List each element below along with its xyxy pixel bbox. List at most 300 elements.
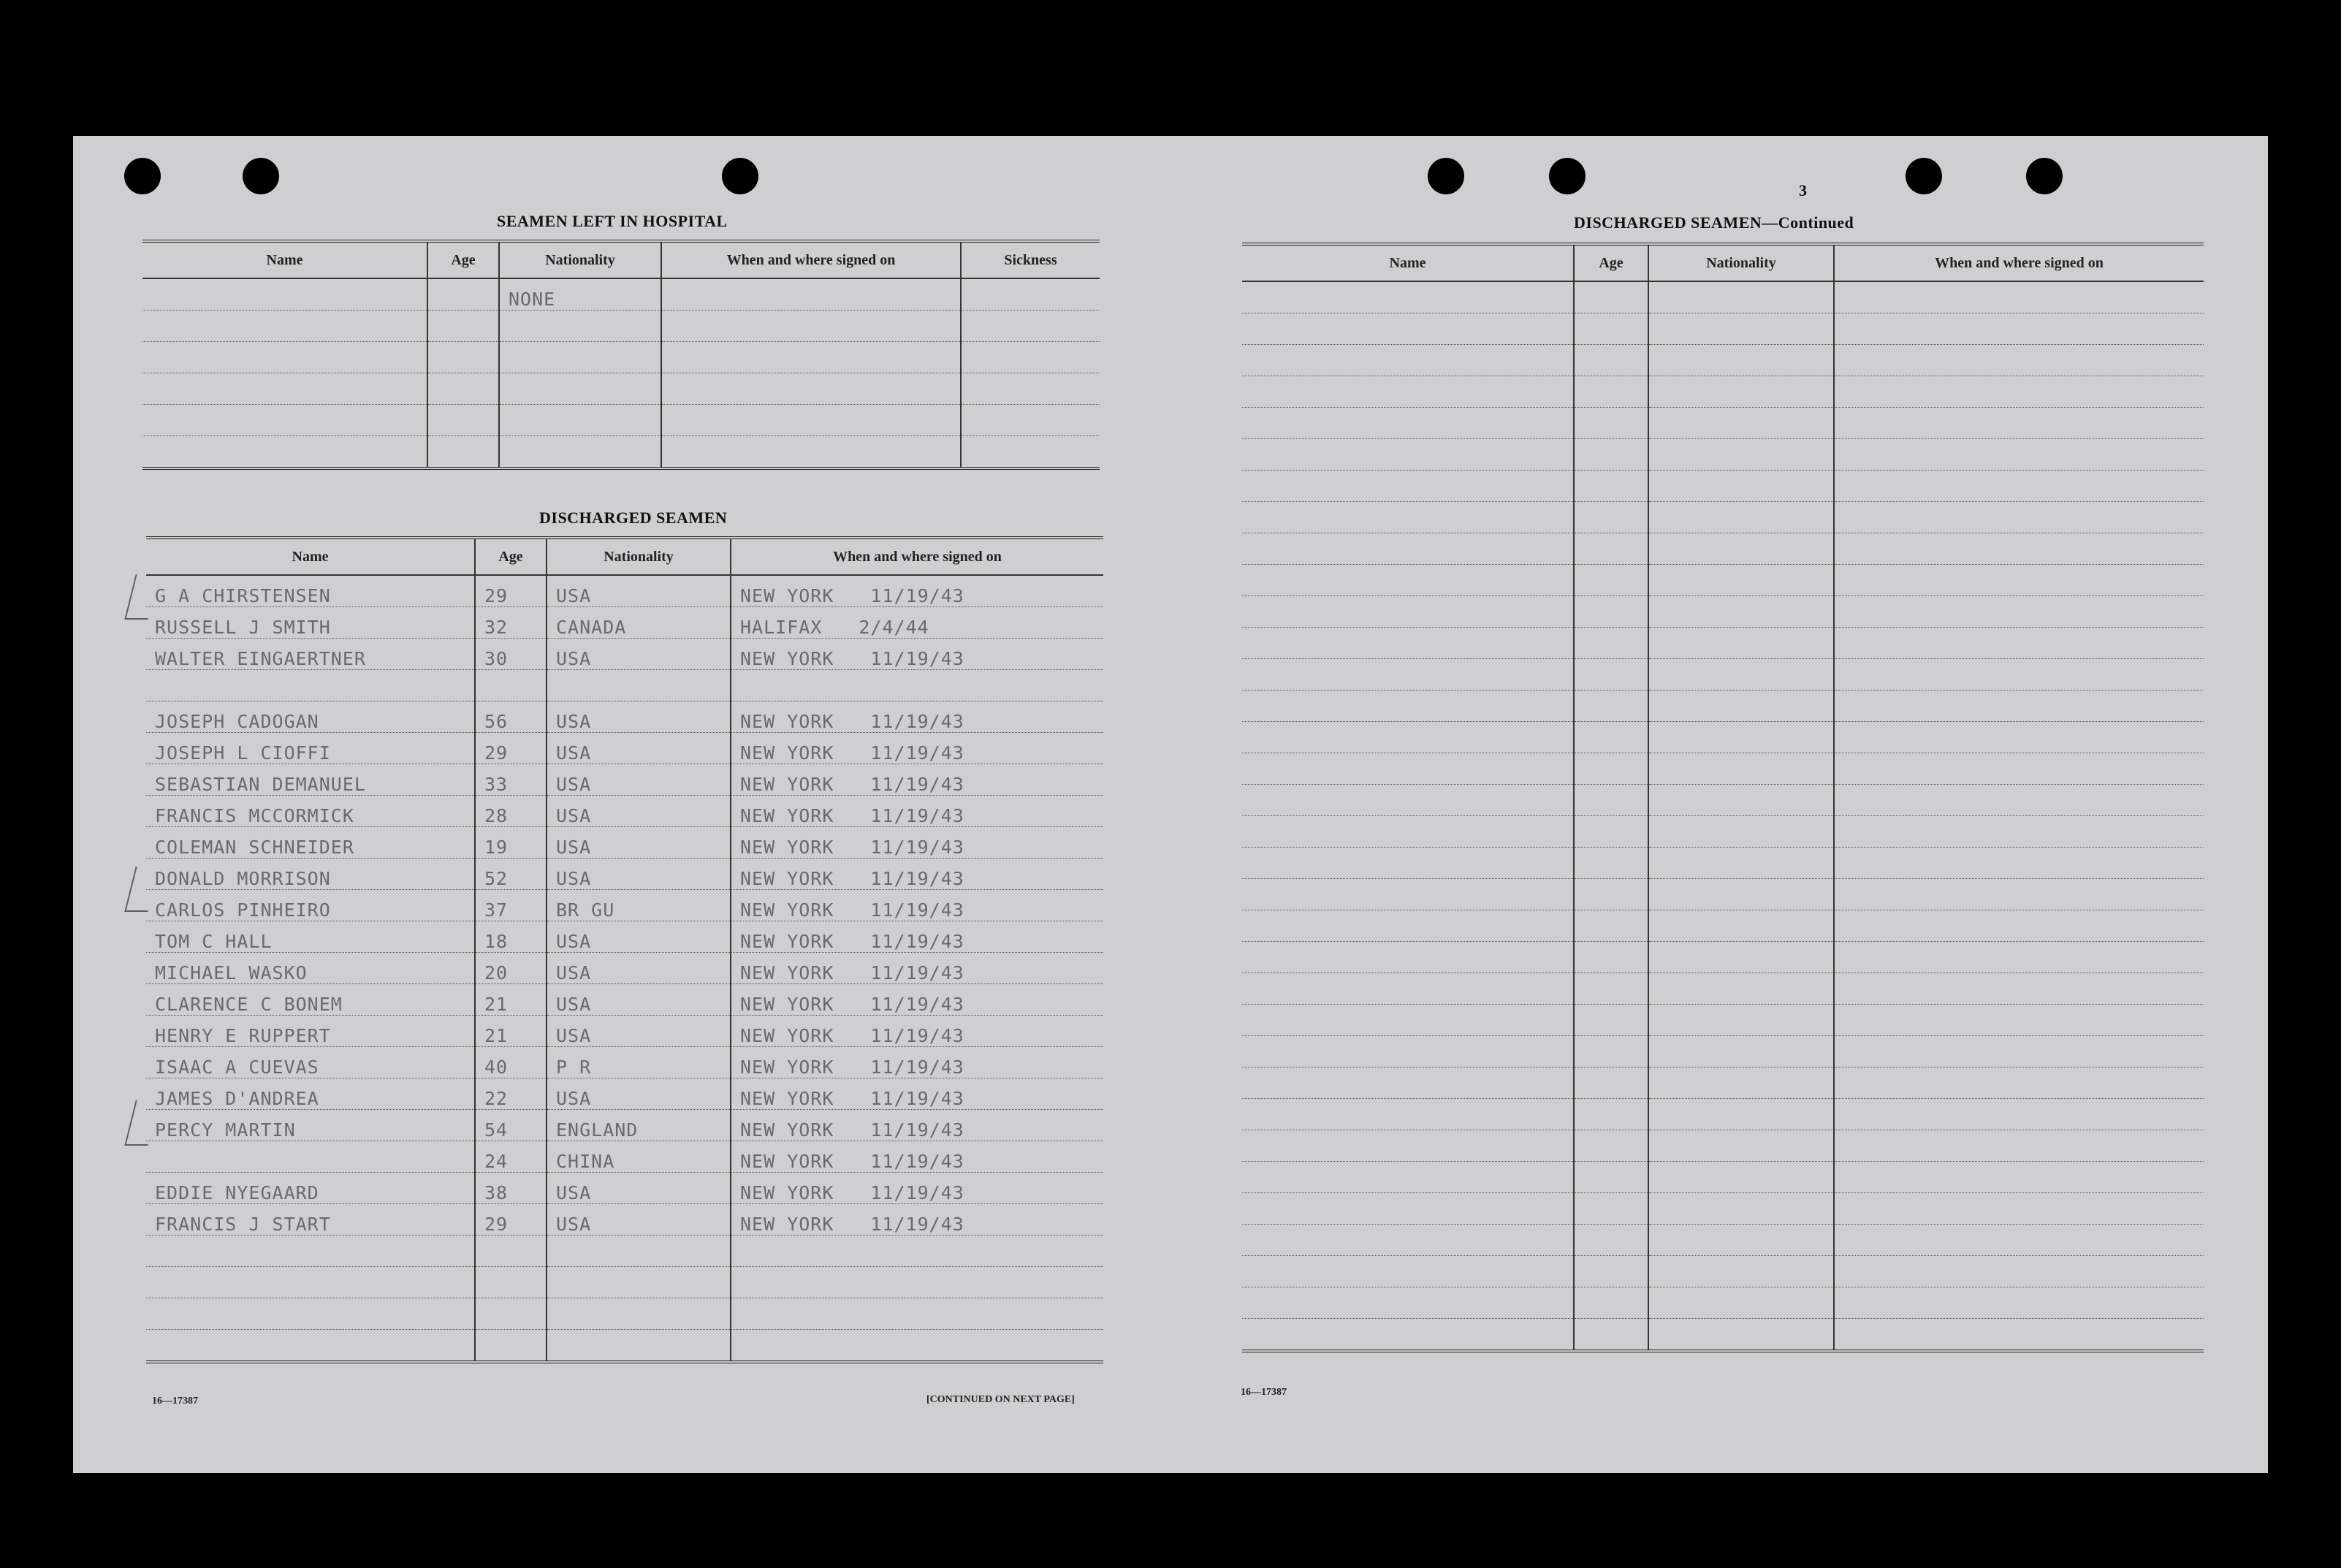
table-row — [146, 1047, 1103, 1078]
table-row — [1242, 1005, 2204, 1036]
table-cell — [661, 405, 961, 436]
table-cell — [1648, 1193, 1834, 1225]
table-cell — [1648, 1036, 1834, 1067]
table-cell — [1648, 690, 1834, 722]
signed-on-date: 11/19/43 — [870, 837, 964, 858]
seaman-nationality: P R — [547, 1047, 731, 1078]
seaman-nationality: USA — [547, 764, 731, 796]
table-row — [146, 890, 1103, 921]
signed-on-place: NEW YORK — [740, 1151, 834, 1172]
table-cell — [1834, 376, 2204, 408]
signed-on-place: NEW YORK — [740, 774, 834, 795]
table-cell — [1574, 533, 1648, 565]
seaman-name: TOM C HALL — [146, 921, 475, 953]
table-row — [146, 1330, 1103, 1363]
table-cell — [1834, 533, 2204, 565]
table-cell — [1648, 1130, 1834, 1162]
table-cell — [1242, 659, 1574, 690]
table-row — [1242, 376, 2204, 408]
table-cell — [1242, 722, 1574, 753]
table-cell — [142, 342, 427, 373]
column-header: Sickness — [961, 241, 1100, 278]
signed-on-cell — [731, 639, 1103, 670]
signed-on-date: 11/19/43 — [870, 899, 964, 921]
table-cell — [499, 405, 661, 436]
table-cell — [499, 311, 661, 342]
table-cell — [1834, 1256, 2204, 1287]
table-cell — [427, 278, 499, 311]
seaman-nationality: USA — [547, 1078, 731, 1110]
seaman-name: G A CHIRSTENSEN — [146, 575, 475, 607]
signed-on-date: 11/19/43 — [870, 805, 964, 826]
table-row — [146, 796, 1103, 827]
seaman-name: JAMES D'ANDREA — [146, 1078, 475, 1110]
table-cell — [1648, 628, 1834, 659]
table-cell — [1242, 1225, 1574, 1256]
signed-on-date: 11/19/43 — [870, 774, 964, 795]
table-cell — [1648, 596, 1834, 628]
table-row — [1242, 973, 2204, 1005]
seaman-name: ISAAC A CUEVAS — [146, 1047, 475, 1078]
table-cell — [1574, 596, 1648, 628]
table-cell — [1648, 502, 1834, 533]
table-row — [1242, 345, 2204, 376]
seaman-age: 29 — [475, 733, 547, 764]
seaman-nationality: USA — [547, 1016, 731, 1047]
seaman-age: 38 — [475, 1173, 547, 1204]
seaman-age: 52 — [475, 859, 547, 890]
table-cell — [1648, 910, 1834, 942]
seaman-age: 21 — [475, 1016, 547, 1047]
seaman-name: COLEMAN SCHNEIDER — [146, 827, 475, 859]
table-cell — [1834, 879, 2204, 910]
table-cell — [499, 342, 661, 373]
signed-on-cell — [731, 733, 1103, 764]
table-cell — [1574, 1099, 1648, 1130]
table-row — [1242, 848, 2204, 879]
table-cell — [1834, 628, 2204, 659]
signed-on-date: 11/19/43 — [870, 585, 964, 606]
table-cell — [1648, 439, 1834, 471]
signed-on-date: 11/19/43 — [870, 962, 964, 983]
seaman-name — [146, 1330, 475, 1363]
table-row — [142, 405, 1100, 436]
table-cell — [142, 311, 427, 342]
signed-on-place: NEW YORK — [740, 962, 834, 983]
seaman-name: CLARENCE C BONEM — [146, 984, 475, 1016]
table-cell — [1242, 1067, 1574, 1099]
table-cell — [1574, 313, 1648, 345]
seaman-age: 29 — [475, 1204, 547, 1236]
table-row — [146, 1078, 1103, 1110]
table-cell — [1242, 502, 1574, 533]
column-header: When and where signed on — [661, 241, 961, 278]
signed-on-place: NEW YORK — [740, 711, 834, 732]
table-cell — [1648, 1162, 1834, 1193]
table-cell — [661, 311, 961, 342]
seaman-age: 29 — [475, 575, 547, 607]
table-cell — [1242, 439, 1574, 471]
table-cell — [1834, 973, 2204, 1005]
table-cell — [1242, 1256, 1574, 1287]
table-cell — [1648, 753, 1834, 785]
signed-on-date: 11/19/43 — [870, 1151, 964, 1172]
table-cell — [1242, 281, 1574, 313]
seaman-age: 33 — [475, 764, 547, 796]
table-row — [146, 984, 1103, 1016]
table-row — [146, 639, 1103, 670]
table-cell — [1834, 1193, 2204, 1225]
table-cell — [1242, 313, 1574, 345]
signed-on-date: 11/19/43 — [870, 711, 964, 732]
table-cell — [1834, 816, 2204, 848]
table-cell — [1574, 345, 1648, 376]
signed-on-cell — [731, 1267, 1103, 1298]
table-cell — [1648, 848, 1834, 879]
signed-on-place: NEW YORK — [740, 931, 834, 952]
table-cell — [1834, 753, 2204, 785]
table-row — [1242, 1036, 2204, 1067]
table-cell — [1242, 376, 1574, 408]
table-row — [1242, 1225, 2204, 1256]
seaman-age: 18 — [475, 921, 547, 953]
table-cell — [1648, 1256, 1834, 1287]
table-cell — [1574, 628, 1648, 659]
table-cell — [1834, 281, 2204, 313]
seaman-age: 20 — [475, 953, 547, 984]
table-cell — [1242, 408, 1574, 439]
table-cell — [1834, 659, 2204, 690]
table-cell — [1648, 722, 1834, 753]
table-row — [1242, 1319, 2204, 1352]
table-row — [146, 1267, 1103, 1298]
seaman-name: SEBASTIAN DEMANUEL — [146, 764, 475, 796]
seaman-nationality: USA — [547, 953, 731, 984]
table-cell — [1834, 313, 2204, 345]
table-cell — [1648, 1225, 1834, 1256]
signed-on-place: HALIFAX — [740, 617, 823, 638]
seaman-nationality — [547, 1267, 731, 1298]
table-cell — [1574, 408, 1648, 439]
table-cell — [1648, 1099, 1834, 1130]
table-cell — [427, 342, 499, 373]
table-row — [1242, 502, 2204, 533]
seaman-age — [475, 1267, 547, 1298]
table-row — [1242, 471, 2204, 502]
seaman-nationality: USA — [547, 575, 731, 607]
table-cell — [1648, 471, 1834, 502]
table-cell — [1242, 1287, 1574, 1319]
signed-on-cell — [731, 1141, 1103, 1173]
signed-on-place: NEW YORK — [740, 868, 834, 889]
seaman-age: 22 — [475, 1078, 547, 1110]
table-cell — [427, 373, 499, 405]
table-cell — [1834, 439, 2204, 471]
seaman-age: 24 — [475, 1141, 547, 1173]
table-row — [142, 373, 1100, 405]
signed-on-place: NEW YORK — [740, 742, 834, 764]
seaman-name: WALTER EINGAERTNER — [146, 639, 475, 670]
table-row — [1242, 942, 2204, 973]
table-cell — [1242, 848, 1574, 879]
table-cell — [1242, 565, 1574, 596]
signed-on-cell — [731, 953, 1103, 984]
table-row — [146, 733, 1103, 764]
table-cell — [1648, 1067, 1834, 1099]
seaman-age: 40 — [475, 1047, 547, 1078]
table-cell — [1242, 753, 1574, 785]
table-row — [1242, 879, 2204, 910]
signed-on-cell — [731, 1110, 1103, 1141]
seaman-name: EDDIE NYEGAARD — [146, 1173, 475, 1204]
table-cell — [1242, 1130, 1574, 1162]
signed-on-place: NEW YORK — [740, 899, 834, 921]
table-row — [146, 670, 1103, 701]
seaman-name: PERCY MARTIN — [146, 1110, 475, 1141]
table-cell — [1834, 565, 2204, 596]
table-cell — [1834, 690, 2204, 722]
signed-on-date: 11/19/43 — [870, 1088, 964, 1109]
table-cell — [961, 405, 1100, 436]
seaman-age: 54 — [475, 1110, 547, 1141]
seaman-age: 56 — [475, 701, 547, 733]
table-cell — [1834, 1162, 2204, 1193]
signed-on-place: NEW YORK — [740, 1025, 834, 1046]
table-cell — [1834, 1130, 2204, 1162]
table-row — [1242, 1130, 2204, 1162]
table-row — [146, 701, 1103, 733]
table-cell — [1574, 1256, 1648, 1287]
table-cell — [1648, 281, 1834, 313]
document-sheet — [73, 136, 2268, 1473]
seaman-nationality: USA — [547, 984, 731, 1016]
table-cell — [1574, 502, 1648, 533]
seaman-nationality: USA — [547, 639, 731, 670]
table-cell — [1648, 973, 1834, 1005]
signed-on-cell — [731, 1236, 1103, 1267]
signed-on-place: NEW YORK — [740, 1119, 834, 1141]
seaman-name: FRANCIS J START — [146, 1204, 475, 1236]
table-cell — [1648, 785, 1834, 816]
seaman-nationality — [547, 1298, 731, 1330]
discharged-table — [146, 536, 1103, 1363]
table-row — [146, 607, 1103, 639]
table-row — [146, 764, 1103, 796]
table-cell — [1242, 816, 1574, 848]
table-cell — [142, 278, 427, 311]
form-code: 16—17387 — [152, 1396, 198, 1407]
table-row — [142, 278, 1100, 311]
signed-on-date: 11/19/43 — [870, 742, 964, 764]
table-cell — [142, 405, 427, 436]
seaman-nationality: USA — [547, 827, 731, 859]
seaman-nationality: CHINA — [547, 1141, 731, 1173]
table-cell — [142, 436, 427, 469]
table-cell — [1242, 879, 1574, 910]
table-row — [1242, 1067, 2204, 1099]
table-cell — [1834, 408, 2204, 439]
seaman-nationality: USA — [547, 1173, 731, 1204]
signed-on-date: 11/19/43 — [870, 1214, 964, 1235]
table-cell — [961, 373, 1100, 405]
seaman-nationality: USA — [547, 733, 731, 764]
table-cell — [1574, 1193, 1648, 1225]
seaman-nationality: BR GU — [547, 890, 731, 921]
table-cell — [1574, 942, 1648, 973]
signed-on-date: 11/19/43 — [870, 868, 964, 889]
table-cell — [1648, 1287, 1834, 1319]
hospital-section-title: SEAMEN LEFT IN HOSPITAL — [497, 212, 728, 230]
table-row — [142, 436, 1100, 469]
table-cell — [1574, 1162, 1648, 1193]
table-cell — [1242, 1193, 1574, 1225]
table-cell — [1574, 1036, 1648, 1067]
table-cell — [1834, 596, 2204, 628]
table-row — [1242, 722, 2204, 753]
table-cell — [1574, 1319, 1648, 1352]
seaman-nationality — [547, 1236, 731, 1267]
seaman-age: 30 — [475, 639, 547, 670]
table-row — [1242, 1256, 2204, 1287]
table-cell — [1574, 753, 1648, 785]
continued-note: [CONTINUED ON NEXT PAGE] — [926, 1394, 1075, 1405]
seaman-nationality: CANADA — [547, 607, 731, 639]
table-row — [1242, 753, 2204, 785]
seaman-name: CARLOS PINHEIRO — [146, 890, 475, 921]
signed-on-cell — [731, 921, 1103, 953]
table-cell — [961, 311, 1100, 342]
seaman-name — [146, 1236, 475, 1267]
table-cell — [1648, 408, 1834, 439]
table-row — [146, 1016, 1103, 1047]
signed-on-date: 11/19/43 — [870, 1119, 964, 1141]
table-cell — [1834, 502, 2204, 533]
column-header: Name — [146, 538, 475, 575]
signed-on-date: 11/19/43 — [870, 648, 964, 669]
seaman-name: JOSEPH CADOGAN — [146, 701, 475, 733]
seaman-name — [146, 1267, 475, 1298]
table-row — [146, 1141, 1103, 1173]
page-number: 3 — [1799, 181, 1807, 199]
table-cell — [1574, 1287, 1648, 1319]
seaman-name: MICHAEL WASKO — [146, 953, 475, 984]
signed-on-cell — [731, 1298, 1103, 1330]
form-code: 16—17387 — [1241, 1387, 1287, 1398]
table-cell — [1648, 313, 1834, 345]
table-cell — [427, 436, 499, 469]
table-cell — [1648, 879, 1834, 910]
table-cell — [1574, 785, 1648, 816]
hospital-table — [142, 240, 1100, 470]
table-cell — [1834, 1099, 2204, 1130]
table-row — [1242, 408, 2204, 439]
table-cell — [499, 436, 661, 469]
seaman-name: DONALD MORRISON — [146, 859, 475, 890]
table-cell — [961, 436, 1100, 469]
signed-on-cell — [731, 607, 1103, 639]
table-cell — [1648, 659, 1834, 690]
table-cell — [1834, 785, 2204, 816]
table-cell — [1834, 1287, 2204, 1319]
signed-on-place: NEW YORK — [740, 1182, 834, 1203]
table-cell — [427, 405, 499, 436]
table-cell — [1242, 345, 1574, 376]
seaman-age: 21 — [475, 984, 547, 1016]
table-cell — [1242, 471, 1574, 502]
table-cell — [1242, 1005, 1574, 1036]
table-cell — [1834, 1067, 2204, 1099]
discharged-continued-title: DISCHARGED SEAMEN—Continued — [1574, 213, 1854, 232]
seaman-nationality: USA — [547, 796, 731, 827]
seaman-nationality: USA — [547, 701, 731, 733]
table-cell — [1574, 565, 1648, 596]
table-cell — [1574, 722, 1648, 753]
right-page — [1169, 136, 2268, 1473]
table-row — [1242, 1287, 2204, 1319]
signed-on-date: 2/4/44 — [859, 617, 929, 638]
signed-on-place: NEW YORK — [740, 837, 834, 858]
table-row — [146, 827, 1103, 859]
table-row — [146, 921, 1103, 953]
seaman-age — [475, 670, 547, 701]
table-row — [146, 953, 1103, 984]
seaman-name: RUSSELL J SMITH — [146, 607, 475, 639]
table-cell — [1834, 1225, 2204, 1256]
table-cell — [1648, 942, 1834, 973]
seaman-nationality — [547, 1330, 731, 1363]
seaman-age: 37 — [475, 890, 547, 921]
signed-on-cell — [731, 1047, 1103, 1078]
signed-on-cell — [731, 859, 1103, 890]
table-cell — [1242, 973, 1574, 1005]
table-row — [1242, 1193, 2204, 1225]
seaman-age: 19 — [475, 827, 547, 859]
signed-on-date: 11/19/43 — [870, 994, 964, 1015]
table-cell — [661, 278, 961, 311]
table-cell — [1574, 848, 1648, 879]
table-cell — [961, 278, 1100, 311]
signed-on-cell — [731, 1330, 1103, 1363]
table-cell — [1834, 1319, 2204, 1352]
signed-on-cell — [731, 827, 1103, 859]
table-cell — [1242, 1099, 1574, 1130]
signed-on-date: 11/19/43 — [870, 1182, 964, 1203]
table-row — [1242, 533, 2204, 565]
signed-on-place: NEW YORK — [740, 648, 834, 669]
table-row — [1242, 596, 2204, 628]
column-header: Nationality — [547, 538, 731, 575]
column-header: Name — [142, 241, 427, 278]
column-header: Nationality — [499, 241, 661, 278]
signed-on-place: NEW YORK — [740, 585, 834, 606]
signed-on-cell — [731, 1016, 1103, 1047]
table-cell — [1834, 345, 2204, 376]
table-cell — [1834, 942, 2204, 973]
column-header: When and where signed on — [1834, 244, 2204, 281]
table-cell — [1574, 816, 1648, 848]
table-cell — [1648, 816, 1834, 848]
table-row — [1242, 910, 2204, 942]
table-cell — [1834, 1005, 2204, 1036]
signed-on-cell — [731, 1173, 1103, 1204]
signed-on-cell — [731, 984, 1103, 1016]
table-cell — [1242, 785, 1574, 816]
signed-on-cell — [731, 796, 1103, 827]
table-cell — [1834, 722, 2204, 753]
table-cell — [1574, 879, 1648, 910]
signed-on-place: NEW YORK — [740, 805, 834, 826]
table-cell — [499, 373, 661, 405]
